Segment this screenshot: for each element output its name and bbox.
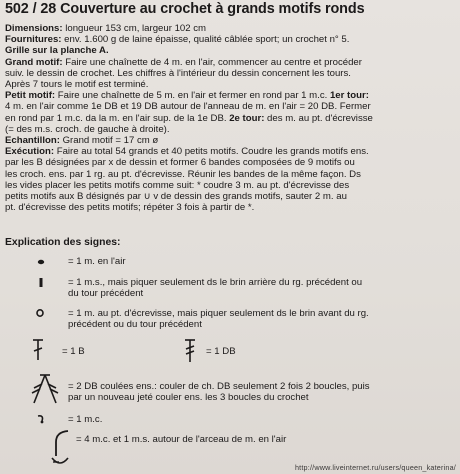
fournitures-text: env. 1.600 g de laine épaisse, qualité câblée sport; un crochet n° 5.	[61, 34, 350, 46]
symbol-desc-chain-arch	[76, 434, 286, 445]
symbol-desc-treble-line1: = 1 B	[62, 346, 85, 357]
fournitures-line	[5, 34, 457, 45]
symbol-desc-double-treble-line1: = 1 DB	[206, 346, 236, 357]
grand-motif-text-1: Faire une chaînette de 4 m. en l'air, commencer au centre et procéder	[62, 56, 362, 68]
tour1-label: 1er tour:	[329, 90, 369, 102]
symbol-desc-single-crochet	[68, 277, 362, 300]
execution-text-1: Faire au total 54 grands et 40 petits motifs. Coudre les grands motifs ens.	[54, 146, 369, 158]
source-url-watermark: http://www.liveinternet.ru/users/queen_katerina/	[294, 463, 456, 472]
symbol-desc-crab-stitch	[68, 308, 369, 331]
execution-line-5: petits motifs aux B désignés par ∪ v de dessin des grands motifs, sauter 2 m. au	[5, 191, 347, 203]
execution-label: Exécution:	[5, 146, 55, 158]
symbol-desc-cluster-line2: par un nouveau jeté couler ens. les 3 boucles du crochet	[68, 392, 309, 404]
execution-line-3: les croch. ens. par 1 rg. au pt. d'écrevisse. Réunir les bandes de la même façon. Ds	[5, 168, 361, 180]
fournitures-label: Fournitures:	[5, 34, 62, 46]
crab-stitch-icon	[34, 307, 46, 319]
echantillon-line	[5, 135, 457, 146]
single-crochet-back-loop-icon	[36, 276, 46, 290]
symbol-desc-single-crochet-line1: = 1 m.s., mais piquer seulement ds le brin arrière du rg. précédent ou	[68, 277, 363, 288]
chain-arch-icon	[48, 428, 72, 468]
grand-motif-label: Grand motif:	[5, 56, 63, 68]
dimensions-line	[5, 23, 457, 34]
petit-motif-line	[5, 90, 457, 101]
symbol-desc-slip-stitch	[68, 414, 102, 425]
execution-line-2: par les B désignées par x de dessin et former 6 bandes composées de 9 motifs ou	[5, 157, 355, 169]
petit-motif-label: Petit motif:	[5, 90, 56, 102]
treble-crochet-icon	[30, 338, 46, 362]
petit-motif-line-3	[5, 113, 457, 124]
symbol-desc-chain-line1: = 1 m. en l'air	[68, 256, 126, 267]
grille-line	[5, 45, 457, 56]
grand-motif-line	[5, 57, 457, 68]
symbol-desc-cluster-line1: = 2 DB coulées ens.: couler de ch. DB seulement 2 fois 2 boucles, puis	[68, 381, 370, 392]
chain-dot-icon	[35, 256, 47, 268]
symbols-heading: Explication des signes:	[5, 237, 121, 248]
echantillon-label: Echantillon:	[5, 135, 60, 147]
dimensions-text: longueur 153 cm, largeur 102 cm	[62, 23, 207, 34]
dimensions-label: Dimensions:	[5, 23, 63, 34]
petit-motif-text-1: Faire une chaînette de 5 m. en l'air et fermer en rond par 1 m.c.	[55, 90, 330, 102]
execution-line-4: les vides placer les petits motifs comme suit: * coudre 3 m. au pt. d'écrevisse des	[5, 179, 350, 191]
page-title: 502 / 28 Couverture au crochet à grands motifs ronds	[5, 1, 365, 17]
symbol-desc-double-treble	[206, 346, 236, 357]
symbol-desc-crab-stitch-line2: précédent ou du tour précédent	[68, 319, 202, 331]
petit-motif-text-3b: des m. au pt. d'écrevisse	[264, 112, 373, 124]
execution-line	[5, 146, 457, 157]
grand-motif-line-2: suiv. le dessin de crochet. Les chiffres à l'intérieur du dessin concernent les tours.	[5, 67, 351, 79]
symbol-desc-chain-arch-line1: = 4 m.c. et 1 m.s. autour de l'arceau de m. en l'air	[76, 434, 287, 445]
petit-motif-text-3a: en rond par 1 m.c. da la m. en l'air sup. de la 1e DB.	[5, 112, 230, 124]
execution-line-6: pt. d'écrevisse des petits motifs; répéter 3 fois à partir de *.	[5, 202, 255, 214]
pattern-instructions	[5, 23, 457, 213]
grand-motif-line-3: Après 7 tours le motif est terminé.	[5, 79, 149, 91]
symbol-desc-crab-stitch-line1: = 1 m. au pt. d'écrevisse, mais piquer seulement ds le brin avant du rg.	[68, 308, 369, 319]
double-treble-icon	[182, 338, 198, 364]
dbl-treble-cluster-icon	[30, 372, 60, 406]
symbol-desc-treble	[62, 346, 85, 357]
symbol-desc-slip-stitch-line1: = 1 m.c.	[68, 414, 103, 425]
petit-motif-line-2: 4 m. en l'air comme 1e DB et 19 DB autour de l'anneau de m. en l'air = 20 DB. Fermer	[5, 101, 371, 113]
symbol-desc-chain	[68, 256, 126, 267]
echantillon-text: Grand motif = 17 cm ø	[59, 135, 159, 147]
symbol-desc-single-crochet-line2: du tour précédent	[68, 288, 144, 300]
grille-label: Grille sur la planche A.	[5, 45, 109, 57]
tour2-label: 2e tour:	[229, 112, 265, 124]
petit-motif-line-4: (= des m.s. croch. de gauche à droite).	[5, 123, 170, 135]
slip-stitch-icon	[36, 413, 46, 425]
symbol-desc-cluster	[68, 381, 370, 404]
